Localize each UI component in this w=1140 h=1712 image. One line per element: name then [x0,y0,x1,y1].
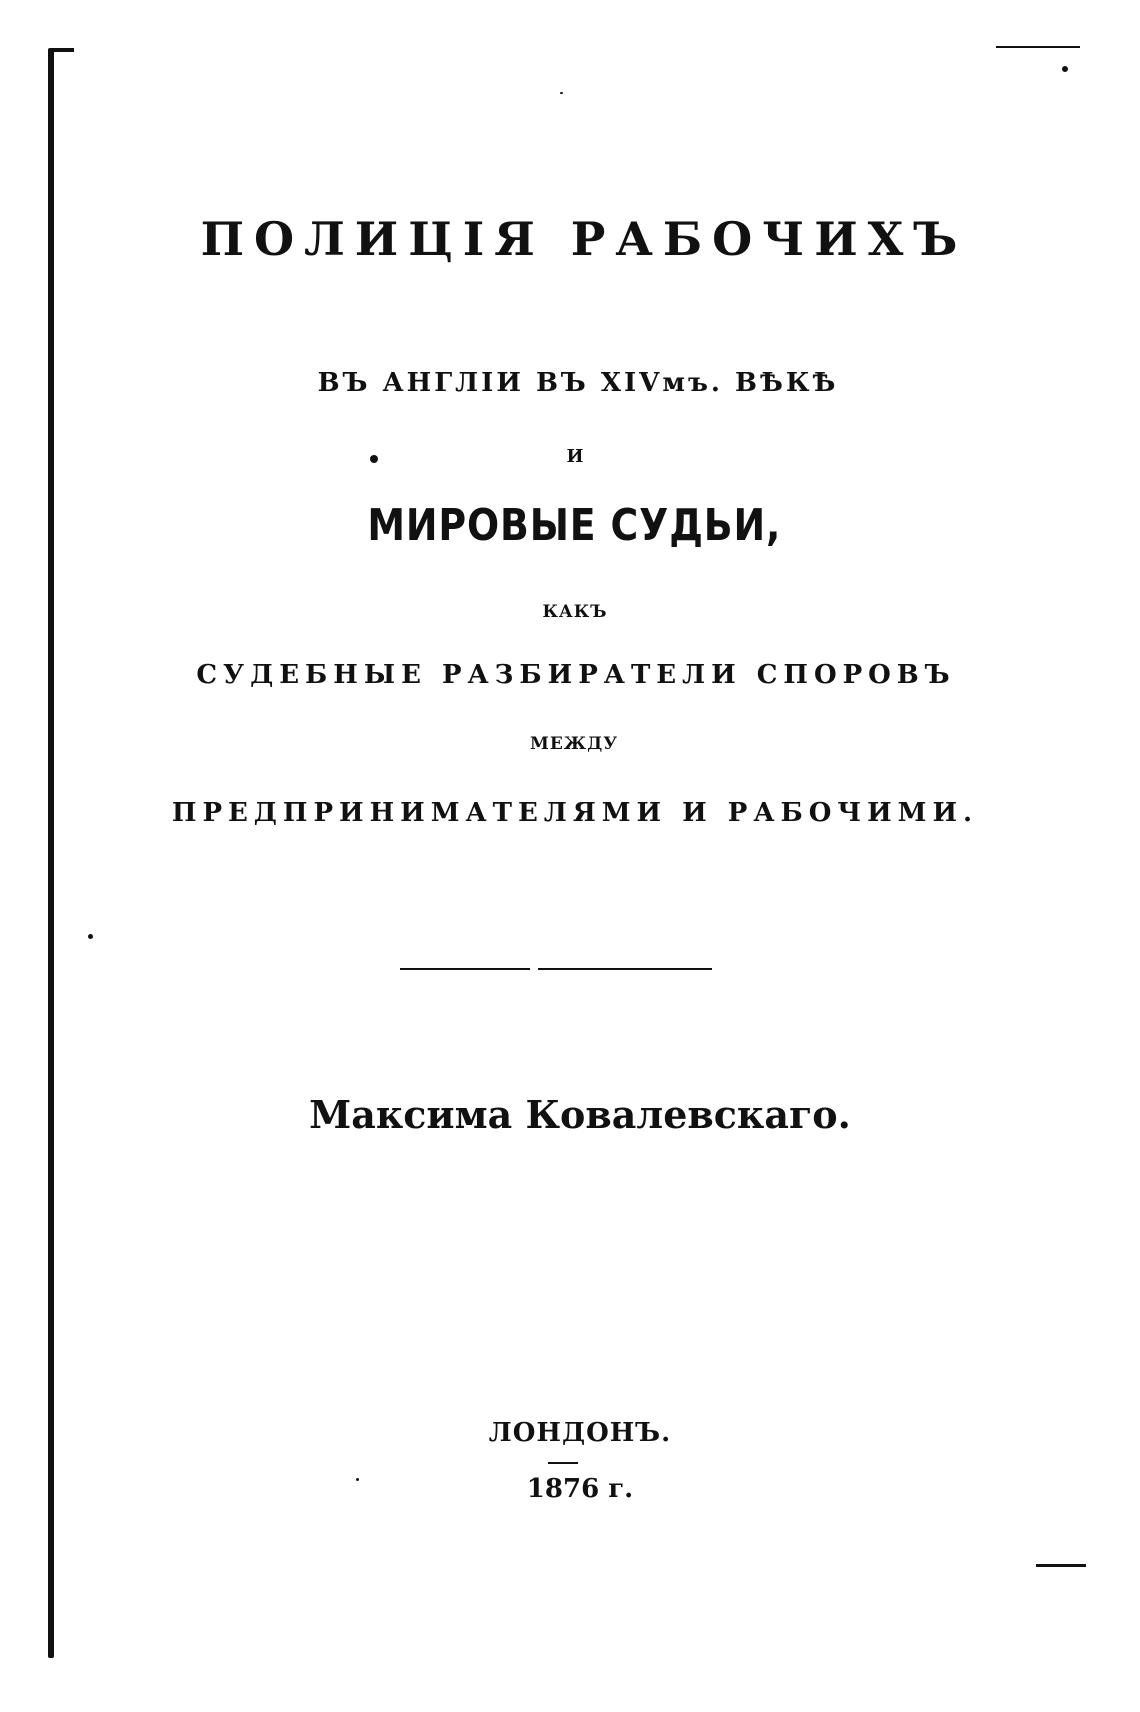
book-subtitle: ВЪ АНГЛІИ ВЪ XIVмъ. ВѢКѢ [317,368,839,398]
between-word: МЕЖДУ [530,734,618,754]
conjunction-and: И [566,446,584,467]
binding-edge [48,48,54,1658]
binding-edge-mark [50,48,74,52]
book-title: ПОЛИЦІЯ РАБОЧИХЪ [200,212,968,266]
scan-speck [1062,66,1068,72]
author-name: Максима Ковалевскаго. [309,1092,851,1137]
scan-mark-top-right [996,46,1080,48]
scan-mark-bottom-right [1036,1564,1086,1567]
city-underline [548,1462,578,1464]
as-word: КАКЪ [542,602,608,622]
scan-speck [356,1478,359,1481]
parties-line: ПРЕДПРИНИМАТЕЛЯМИ И РАБОЧИМИ. [171,798,979,828]
scan-speck [88,934,93,939]
scan-speck [560,92,563,94]
second-heading: МИРОВЫЕ СУДЬИ, [367,500,782,551]
divider-rule-right [538,968,712,970]
divider-rule-left [400,968,530,970]
ink-dot [370,455,378,463]
judges-line: СУДЕБНЫЕ РАЗБИРАТЕЛИ СПОРОВЪ [196,660,956,690]
publication-city: ЛОНДОНЪ. [488,1418,672,1448]
publication-year: 1876 г. [526,1474,634,1504]
